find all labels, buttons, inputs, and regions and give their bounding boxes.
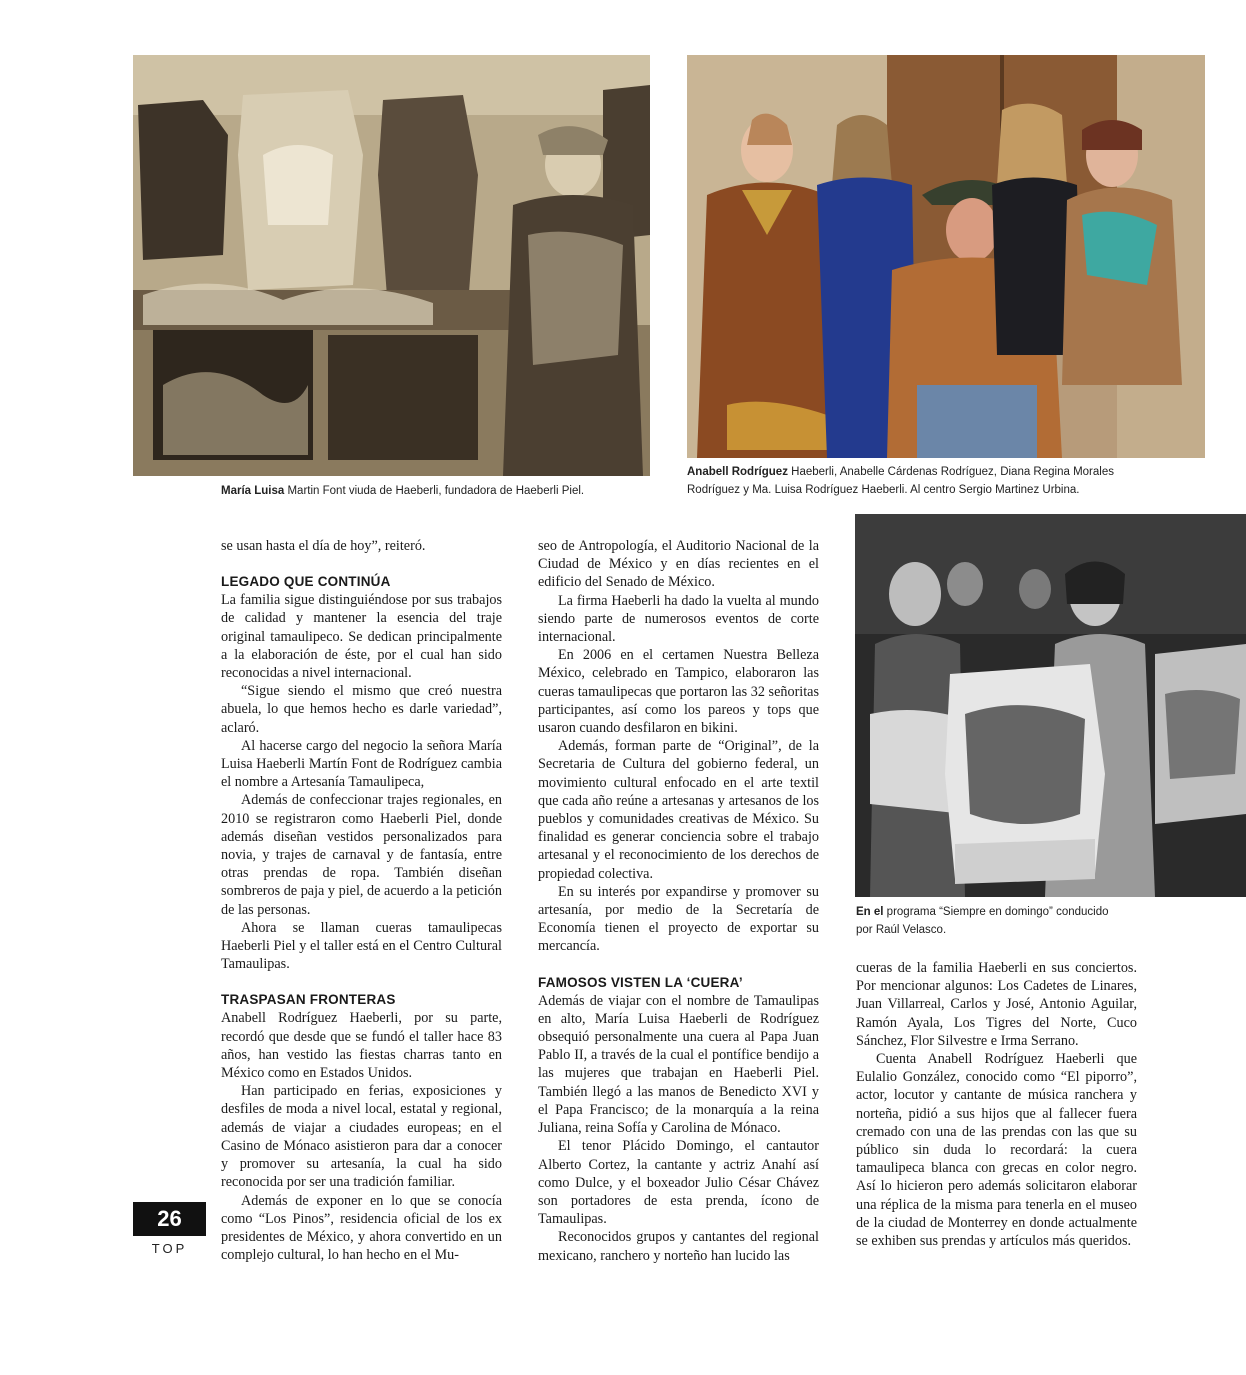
photo-caption-tv: En el programa “Siempre en domingo” conducido por Raúl Velasco. xyxy=(856,906,1109,936)
paragraph: Al hacerse cargo del negocio la señora María Luisa Haeberli Martín Font de Rodríguez cambia el nombre a Artesanía Tamaulipeca, xyxy=(221,737,502,791)
paragraph: seo de Antropología, el Auditorio Nacional de la Ciudad de México y en días recientes en el edificio del Senado de México. xyxy=(538,538,819,591)
photo-caption-family: Anabell Rodríguez Haeberli, Anabelle Cárdenas Rodríguez, Diana Regina Morales Rodríguez y Ma. Luisa Rodríguez Haeberli. Al centro Sergio Martinez Urbina. xyxy=(687,466,1114,496)
paragraph: Anabell Rodríguez Haeberli, por su parte, recordó que desde que se fundó el taller hace 83 años, han vestido las fiestas charras tanto en México como en Estados Unidos. xyxy=(221,1010,502,1082)
paragraph: La familia sigue distinguiéndose por sus trabajos de calidad y mantener la esencia del traje original tamaulipeco. Se dedican principalmente a la elaboración de éste, por el cual han sido reconocidas a nivel internacional. xyxy=(221,592,502,682)
paragraph: Reconocidos grupos y cantantes del regional mexicano, ranchero y norteño han lucido las xyxy=(538,1229,819,1264)
paragraph: La firma Haeberli ha dado la vuelta al mundo siendo parte de numerosos eventos de corte internacional. xyxy=(538,592,819,646)
photo-maria-luisa-shop xyxy=(133,55,650,476)
paragraph: cueras de la familia Haeberli en sus conciertos. Por mencionar algunos: Los Cadetes de Linares, Juan Villarreal, Carlos y José, Antonio Aguilar, Ramón Ayala, Los Tigres del Norte, Cuco Sánchez, Flor Silvestre e Irma Serrano. xyxy=(856,960,1137,1049)
section-heading-legado: LEGADO QUE CONTINÚA xyxy=(221,574,391,590)
paragraph: Además de exponer en lo que se conocía como “Los Pinos”, residencia oficial de los ex presidentes de México, y ahora convertido en un complejo cultural, lo han hecho en el Mu- xyxy=(221,1192,502,1264)
paragraph: Han participado en ferias, exposiciones y desfiles de moda a nivel local, estatal y regional, además de viajar a ciudades europeas; en el Casino de Mónaco asistieron para dar a conocer y promover su artesanía, la cual ha sido reconocida por ser una tradición familiar. xyxy=(221,1083,502,1191)
section-heading-famosos: FAMOSOS VISTEN LA ‘CUERA’ xyxy=(538,974,743,990)
page-number: 26 xyxy=(133,1202,206,1236)
photo-siempre-en-domingo xyxy=(855,514,1246,897)
paragraph: Además, forman parte de “Original”, de la Secretaria de Cultura del gobierno federal, un movimiento cultural enfocado en el arte textil que cada año reúne a artesanas y artesanos de los pueblos y comunidades creativas de México. Su finalidad es generar conciencia sobre el trabajo artesanal y el reconocimiento de los derechos de propiedad colectiva. xyxy=(538,738,819,882)
paragraph: Cuenta Anabell Rodríguez Haeberli que Eulalio González, conocido como “El piporro”, actor, locutor y cantante de música ranchera y norteña, pidió a sus hijos que al fallecer fuera cremado con una de las prendas con las que su público sin duda lo recordará: la cuera tamaulipeca blanca con grecas en color negro. Así lo hicieron pero además solicitaron elaborar una réplica de la misma para tenerla en el museo de la ciudad de Monterrey en donde actualmente se exhiben sus prendas y artículos más queridos. xyxy=(856,1051,1137,1250)
photo-haeberli-family xyxy=(687,55,1205,458)
article-column-3 xyxy=(856,959,1137,1250)
paragraph: Además de viajar con el nombre de Tamaulipas en alto, María Luisa Haeberli de Rodríguez obsequió personalmente una cuera al Papa Juan Pablo II, a través de la cual el pontífice bendijo a las mujeres que trabajan en Haeberli Piel. También llegó a las manos de Benedicto XVI y el Papa Francisco; de la monarquía a la reina Juliana, reina Sofía y Carolina de Mónaco. xyxy=(538,992,819,1137)
article-column-2 xyxy=(538,537,819,1265)
paragraph: se usan hasta el día de hoy”, reiteró. xyxy=(221,538,426,554)
photo-caption-maria-luisa: María Luisa Martin Font viuda de Haeberli, fundadora de Haeberli Piel. xyxy=(221,485,585,497)
magazine-name: TOP xyxy=(151,1241,188,1256)
paragraph: En 2006 en el certamen Nuestra Belleza México, celebrado en Tampico, elaboraron las cueras tamaulipecas que portaron las 32 señoritas participantes, así como los pareos y tops que usaron cuando desfilaron en bikini. xyxy=(538,647,819,737)
article-column-1 xyxy=(221,537,502,1264)
paragraph: Además de confeccionar trajes regionales, en 2010 se registraron como Haeberli Piel, donde además diseñan vestidos personalizados para novia, y trajes de carnaval y de fantasía, entre otras prendas de ropa. También diseñan sombreros de paja y piel, de acuerdo a la petición de las personas. xyxy=(221,792,502,918)
paragraph: El tenor Plácido Domingo, el cantautor Alberto Cortez, la cantante y actriz Anahí así como Dulce, y el boxeador Julio César Chávez son portadores de esta prenda, ícono de Tamaulipas. xyxy=(538,1138,819,1228)
paragraph: Ahora se llaman cueras tamaulipecas Haeberli Piel y el taller está en el Centro Cultural Tamaulipas. xyxy=(221,919,502,973)
paragraph: “Sigue siendo el mismo que creó nuestra abuela, lo que hemos hecho es darle variedad”, aclaró. xyxy=(221,683,502,736)
paragraph: En su interés por expandirse y promover su artesanía, por medio de la Secretaría de Economía tienen el proyecto de exportar su mercancía. xyxy=(538,883,819,955)
section-heading-traspasan: TRASPASAN FRONTERAS xyxy=(221,992,396,1008)
